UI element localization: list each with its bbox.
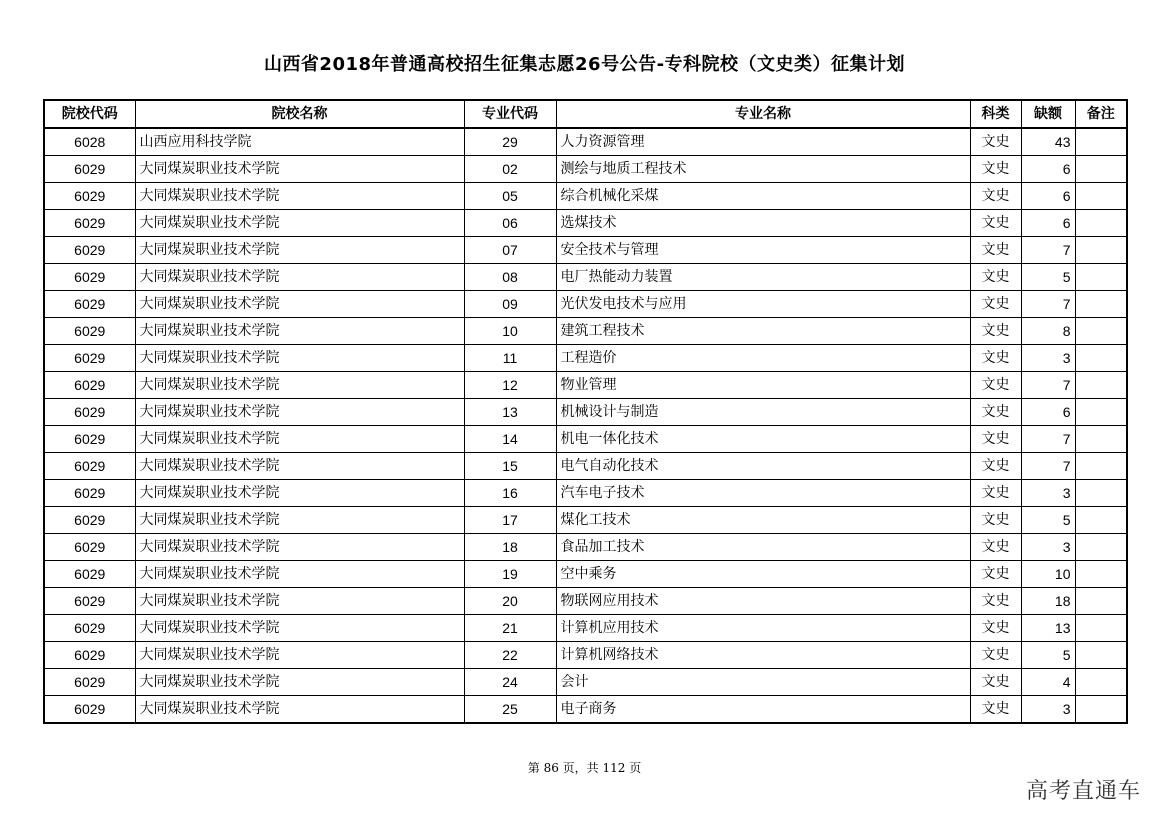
cell-remarks (1075, 480, 1127, 507)
cell-vacancy: 3 (1021, 345, 1075, 372)
cell-category: 文史 (970, 237, 1021, 264)
cell-remarks (1075, 642, 1127, 669)
cell-major-code: 13 (464, 399, 556, 426)
table-row (44, 561, 1127, 588)
cell-category: 文史 (970, 642, 1021, 669)
cell-major-code: 08 (464, 264, 556, 291)
cell-remarks (1075, 156, 1127, 183)
cell-category: 文史 (970, 372, 1021, 399)
cell-vacancy: 5 (1021, 264, 1075, 291)
cell-category: 文史 (970, 696, 1021, 724)
cell-major-code: 20 (464, 588, 556, 615)
document-title: 山西省2018年普通高校招生征集志愿26号公告-专科院校（文史类）征集计划 (263, 54, 906, 75)
cell-remarks (1075, 534, 1127, 561)
cell-major-code: 07 (464, 237, 556, 264)
cell-remarks (1075, 588, 1127, 615)
cell-major-name: 工程造价 (556, 345, 970, 372)
cell-school-name: 大同煤炭职业技术学院 (135, 615, 464, 642)
cell-school-name: 大同煤炭职业技术学院 (135, 507, 464, 534)
cell-major-name: 会计 (556, 669, 970, 696)
cell-vacancy: 4 (1021, 669, 1075, 696)
table-row (44, 372, 1127, 399)
cell-school-code: 6029 (44, 399, 135, 426)
cell-school-code: 6028 (44, 128, 135, 156)
header-school-code: 院校代码 (44, 100, 135, 128)
cell-vacancy: 7 (1021, 426, 1075, 453)
cell-category: 文史 (970, 561, 1021, 588)
cell-major-code: 11 (464, 345, 556, 372)
cell-major-code: 14 (464, 426, 556, 453)
cell-school-name: 大同煤炭职业技术学院 (135, 534, 464, 561)
table-row (44, 615, 1127, 642)
cell-school-name: 大同煤炭职业技术学院 (135, 156, 464, 183)
cell-school-name: 大同煤炭职业技术学院 (135, 318, 464, 345)
cell-school-name: 大同煤炭职业技术学院 (135, 426, 464, 453)
cell-school-name: 大同煤炭职业技术学院 (135, 264, 464, 291)
cell-school-name: 山西应用科技学院 (135, 128, 464, 156)
cell-major-name: 空中乘务 (556, 561, 970, 588)
cell-major-code: 10 (464, 318, 556, 345)
cell-school-code: 6029 (44, 156, 135, 183)
cell-school-code: 6029 (44, 183, 135, 210)
cell-major-code: 16 (464, 480, 556, 507)
cell-category: 文史 (970, 480, 1021, 507)
cell-school-name: 大同煤炭职业技术学院 (135, 453, 464, 480)
cell-vacancy: 3 (1021, 534, 1075, 561)
table-row (44, 696, 1127, 724)
cell-remarks (1075, 210, 1127, 237)
cell-category: 文史 (970, 453, 1021, 480)
cell-school-code: 6029 (44, 372, 135, 399)
cell-major-name: 选煤技术 (556, 210, 970, 237)
header-major-name: 专业名称 (556, 100, 970, 128)
cell-major-name: 食品加工技术 (556, 534, 970, 561)
cell-school-name: 大同煤炭职业技术学院 (135, 291, 464, 318)
header-school-name: 院校名称 (135, 100, 464, 128)
cell-vacancy: 7 (1021, 453, 1075, 480)
table-row (44, 291, 1127, 318)
cell-school-name: 大同煤炭职业技术学院 (135, 588, 464, 615)
cell-remarks (1075, 399, 1127, 426)
cell-major-name: 安全技术与管理 (556, 237, 970, 264)
table-row (44, 345, 1127, 372)
cell-school-name: 大同煤炭职业技术学院 (135, 345, 464, 372)
cell-remarks (1075, 507, 1127, 534)
cell-remarks (1075, 453, 1127, 480)
table-row (44, 507, 1127, 534)
cell-vacancy: 5 (1021, 507, 1075, 534)
cell-vacancy: 5 (1021, 642, 1075, 669)
cell-school-code: 6029 (44, 669, 135, 696)
table-row (44, 128, 1127, 156)
cell-remarks (1075, 615, 1127, 642)
cell-school-code: 6029 (44, 561, 135, 588)
table-row (44, 210, 1127, 237)
header-vacancy: 缺额 (1021, 100, 1075, 128)
cell-school-code: 6029 (44, 426, 135, 453)
cell-school-name: 大同煤炭职业技术学院 (135, 372, 464, 399)
cell-school-code: 6029 (44, 210, 135, 237)
cell-major-name: 机电一体化技术 (556, 426, 970, 453)
table-row (44, 399, 1127, 426)
cell-school-code: 6029 (44, 696, 135, 724)
cell-major-code: 19 (464, 561, 556, 588)
cell-remarks (1075, 291, 1127, 318)
cell-major-code: 06 (464, 210, 556, 237)
cell-major-code: 17 (464, 507, 556, 534)
table-row (44, 264, 1127, 291)
cell-major-name: 物业管理 (556, 372, 970, 399)
cell-vacancy: 6 (1021, 210, 1075, 237)
cell-school-code: 6029 (44, 291, 135, 318)
cell-remarks (1075, 561, 1127, 588)
table-row (44, 669, 1127, 696)
cell-school-code: 6029 (44, 534, 135, 561)
cell-remarks (1075, 264, 1127, 291)
cell-category: 文史 (970, 426, 1021, 453)
header-major-code: 专业代码 (464, 100, 556, 128)
cell-remarks (1075, 237, 1127, 264)
page-number: 第 86 页，共 112 页 (527, 761, 642, 775)
cell-major-code: 09 (464, 291, 556, 318)
cell-major-name: 物联网应用技术 (556, 588, 970, 615)
cell-school-name: 大同煤炭职业技术学院 (135, 669, 464, 696)
cell-vacancy: 7 (1021, 291, 1075, 318)
table-row (44, 534, 1127, 561)
cell-remarks (1075, 318, 1127, 345)
cell-category: 文史 (970, 399, 1021, 426)
cell-major-name: 测绘与地质工程技术 (556, 156, 970, 183)
cell-vacancy: 10 (1021, 561, 1075, 588)
cell-category: 文史 (970, 534, 1021, 561)
cell-school-code: 6029 (44, 588, 135, 615)
cell-category: 文史 (970, 588, 1021, 615)
cell-vacancy: 3 (1021, 480, 1075, 507)
cell-major-name: 计算机应用技术 (556, 615, 970, 642)
table-row (44, 480, 1127, 507)
cell-major-name: 计算机网络技术 (556, 642, 970, 669)
cell-major-name: 光伏发电技术与应用 (556, 291, 970, 318)
cell-vacancy: 18 (1021, 588, 1075, 615)
cell-category: 文史 (970, 264, 1021, 291)
table-row (44, 426, 1127, 453)
cell-major-code: 12 (464, 372, 556, 399)
cell-school-name: 大同煤炭职业技术学院 (135, 561, 464, 588)
cell-category: 文史 (970, 507, 1021, 534)
cell-major-name: 汽车电子技术 (556, 480, 970, 507)
cell-major-code: 18 (464, 534, 556, 561)
cell-school-code: 6029 (44, 480, 135, 507)
cell-category: 文史 (970, 318, 1021, 345)
cell-school-name: 大同煤炭职业技术学院 (135, 399, 464, 426)
cell-school-code: 6029 (44, 615, 135, 642)
cell-major-name: 人力资源管理 (556, 128, 970, 156)
cell-vacancy: 43 (1021, 128, 1075, 156)
cell-remarks (1075, 669, 1127, 696)
cell-school-code: 6029 (44, 453, 135, 480)
cell-remarks (1075, 183, 1127, 210)
table-row (44, 237, 1127, 264)
table-header-row (44, 100, 1127, 128)
cell-category: 文史 (970, 615, 1021, 642)
cell-school-name: 大同煤炭职业技术学院 (135, 210, 464, 237)
cell-remarks (1075, 426, 1127, 453)
cell-school-code: 6029 (44, 237, 135, 264)
cell-major-name: 综合机械化采煤 (556, 183, 970, 210)
table-row (44, 642, 1127, 669)
cell-major-name: 电厂热能动力装置 (556, 264, 970, 291)
cell-category: 文史 (970, 183, 1021, 210)
enrollment-plan-table (43, 99, 1128, 724)
cell-category: 文史 (970, 128, 1021, 156)
cell-vacancy: 6 (1021, 399, 1075, 426)
cell-school-name: 大同煤炭职业技术学院 (135, 237, 464, 264)
cell-category: 文史 (970, 291, 1021, 318)
cell-major-name: 煤化工技术 (556, 507, 970, 534)
cell-vacancy: 7 (1021, 237, 1075, 264)
cell-school-name: 大同煤炭职业技术学院 (135, 696, 464, 724)
cell-major-name: 机械设计与制造 (556, 399, 970, 426)
cell-category: 文史 (970, 156, 1021, 183)
cell-school-code: 6029 (44, 345, 135, 372)
cell-major-code: 21 (464, 615, 556, 642)
cell-major-code: 25 (464, 696, 556, 724)
cell-category: 文史 (970, 345, 1021, 372)
cell-vacancy: 6 (1021, 183, 1075, 210)
cell-school-code: 6029 (44, 507, 135, 534)
table-row (44, 183, 1127, 210)
cell-school-code: 6029 (44, 264, 135, 291)
cell-major-name: 电气自动化技术 (556, 453, 970, 480)
cell-vacancy: 13 (1021, 615, 1075, 642)
cell-school-name: 大同煤炭职业技术学院 (135, 183, 464, 210)
cell-vacancy: 7 (1021, 372, 1075, 399)
table-row (44, 318, 1127, 345)
cell-remarks (1075, 372, 1127, 399)
cell-vacancy: 8 (1021, 318, 1075, 345)
table-row (44, 588, 1127, 615)
header-category: 科类 (970, 100, 1021, 128)
watermark-logo: 高考直通车 (1025, 779, 1141, 804)
cell-remarks (1075, 128, 1127, 156)
cell-major-code: 24 (464, 669, 556, 696)
cell-school-code: 6029 (44, 318, 135, 345)
cell-school-name: 大同煤炭职业技术学院 (135, 480, 464, 507)
table-row (44, 453, 1127, 480)
cell-major-name: 电子商务 (556, 696, 970, 724)
table-row (44, 156, 1127, 183)
cell-major-code: 05 (464, 183, 556, 210)
cell-vacancy: 3 (1021, 696, 1075, 724)
cell-remarks (1075, 696, 1127, 724)
cell-major-code: 29 (464, 128, 556, 156)
cell-major-code: 22 (464, 642, 556, 669)
cell-major-code: 02 (464, 156, 556, 183)
cell-major-code: 15 (464, 453, 556, 480)
cell-category: 文史 (970, 669, 1021, 696)
cell-school-code: 6029 (44, 642, 135, 669)
cell-school-name: 大同煤炭职业技术学院 (135, 642, 464, 669)
cell-category: 文史 (970, 210, 1021, 237)
cell-remarks (1075, 345, 1127, 372)
cell-major-name: 建筑工程技术 (556, 318, 970, 345)
header-remarks: 备注 (1075, 100, 1127, 128)
cell-vacancy: 6 (1021, 156, 1075, 183)
